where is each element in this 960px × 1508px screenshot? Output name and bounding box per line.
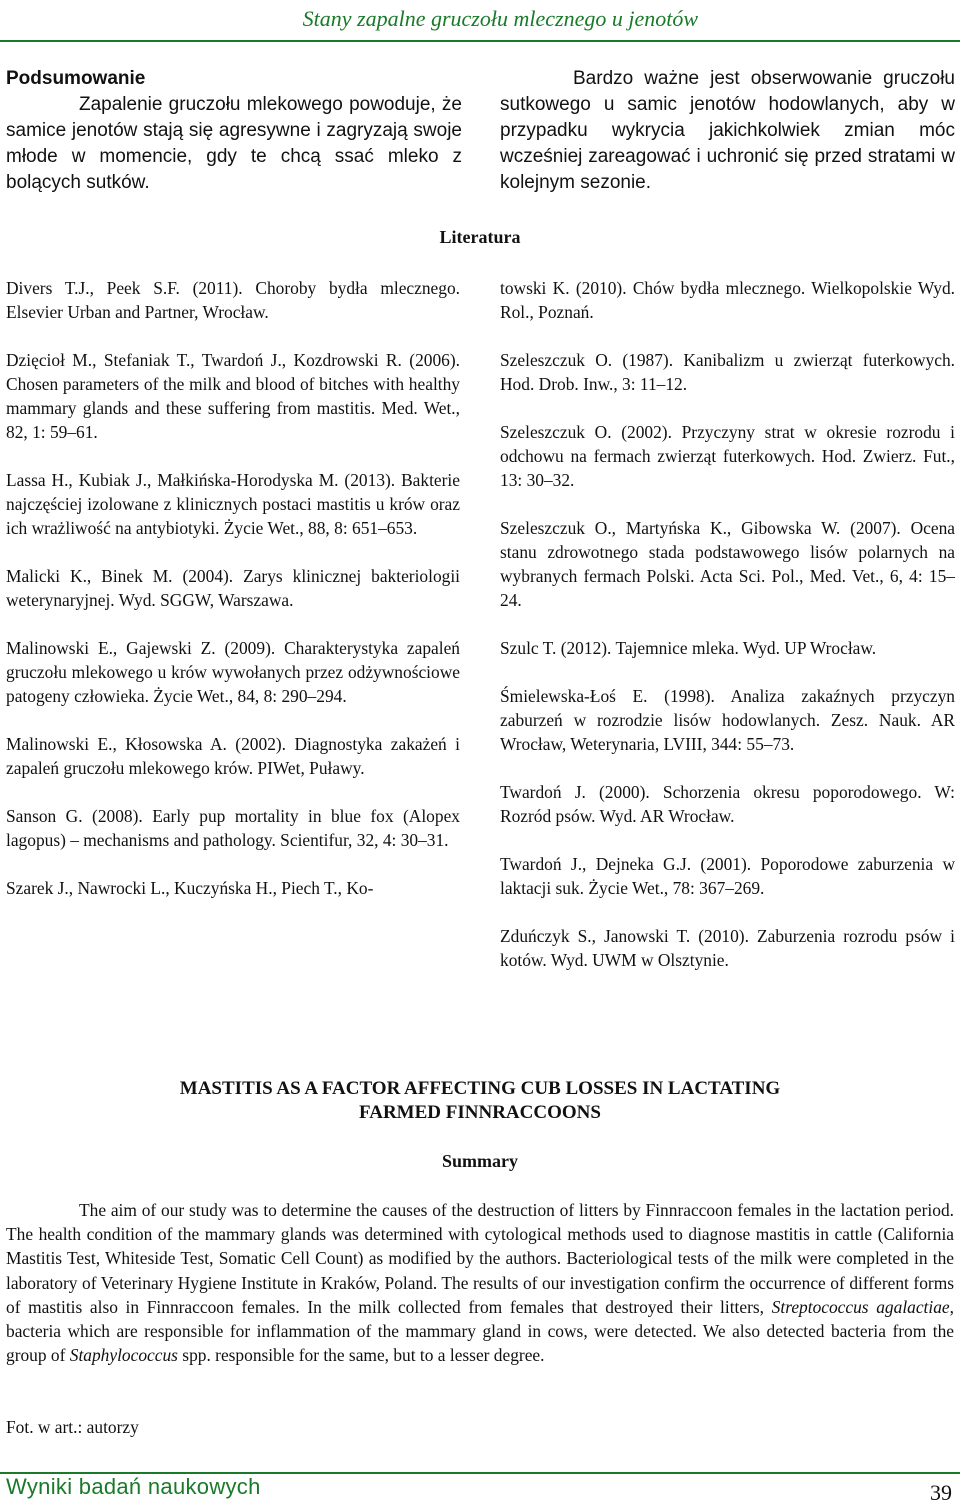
reference-item: Lassa H., Kubiak J., Małkińska-Horodyska M. (2013). Bakterie najczęściej izolowane z klinicznych postaci mastitis u krów oraz ich wrażliwość na antybiotyki. Życie Wet., 88, 8: 651–653. — [6, 470, 460, 538]
reference-item: Twardoń J. (2000). Schorzenia okresu poporodowego. W: Rozród psów. Wyd. AR Wrocław. — [500, 782, 955, 826]
reference-item: Dzięcioł M., Stefaniak T., Twardoń J., Kozdrowski R. (2006). Chosen parameters of the milk and blood of bitches with healthy mammary glands and these suffering from mastitis. Med. Wet., 82, 1: 59–61. — [6, 350, 460, 442]
reference-item: Malinowski E., Gajewski Z. (2009). Charakterystyka zapaleń gruczołu mlekowego u krów wywołanych przez odżywnościowe patogeny człowieka. Życie Wet., 84, 8: 290–294. — [6, 638, 460, 706]
reference-item: Szulc T. (2012). Tajemnice mleka. Wyd. UP Wrocław. — [500, 638, 877, 658]
summary-italic-1: Streptococcus agalactiae — [771, 1296, 950, 1317]
reference-item: Zduńczyk S., Janowski T. (2010). Zaburzenia rozrodu psów i kotów. Wyd. UWM w Olsztynie. — [500, 926, 955, 970]
summary-text-3: spp. responsible for the same, but to a lesser degree. — [177, 1345, 545, 1366]
reference-item: Szarek J., Nawrocki L., Kuczyńska H., Piech T., Ko- — [6, 878, 374, 898]
reference-item: Śmielewska-Łoś E. (1998). Analiza zakaźnych przyczyn zaburzeń w rozrodzie lisów hodowlanych. Zesz. Nauk. AR Wrocław, Weterynaria, LVIII, 344: 55–73. — [500, 686, 955, 754]
reference-item: Malicki K., Binek M. (2004). Zarys klinicznej bakteriologii weterynaryjnej. Wyd. SGGW, Warszawa. — [6, 566, 460, 610]
conclusion-right-paragraph: Bardzo ważne jest obserwowanie gruczołu sutkowego u samic jenotów hodowlanych, aby w przypadku wykrycia jakichkolwiek zmian móc wcześniej zareagować i uchronić się przed stratami w kolejnym sezonie. — [500, 68, 955, 193]
photo-credit: Fot. w art.: autorzy — [6, 1417, 139, 1437]
literature-right-column — [500, 276, 955, 972]
reference-item: Divers T.J., Peek S.F. (2011). Choroby bydła mlecznego. Elsevier Urban and Partner, Wrocław. — [6, 278, 460, 322]
summary-body — [6, 1198, 954, 1367]
page-header — [0, 0, 960, 42]
reference-item: Malinowski E., Kłosowska A. (2002). Diagnostyka zakażeń i zapaleń gruczołu mlekowego krów. PIWet, Puławy. — [6, 734, 460, 778]
reference-item: Twardoń J., Dejneka G.J. (2001). Poporodowe zaburzenia w laktacji suk. Życie Wet., 78: 367–269. — [500, 854, 955, 898]
literature-left-column — [6, 276, 460, 900]
conclusion-left-paragraph: Zapalenie gruczołu mlekowego powoduje, że samice jenotów stają się agresywne i zagryzają swoje młode w momencie, gdy te chcą ssać mleko z bolących sutków. — [6, 94, 462, 193]
summary-text-1: The aim of our study was to determine the causes of the destruction of litters by Finnraccoon females in the lactation period. The health condition of the mammary glands was determined with cytological methods used to diagnose mastitis in cattle (California Mastitis Test, Whiteside Test, Somatic Cell Count) as modified by the authors. Bacteriological tests of the milk were completed in the laboratory of Veterinary Hygiene Institute in Kraków, Poland. The results of our investigation confirm the occurrence of different forms of mastitis also in Finnraccoon females. In the milk collected from females that destroyed their litters, — [6, 1200, 954, 1317]
page-number: 39 — [930, 1480, 952, 1505]
summary-text-2: , bacteria which are responsible for inflammation of the mammary gland in cows, were detected. We also detected bacteria from the group of — [6, 1296, 954, 1366]
conclusion-left — [6, 66, 462, 196]
running-title: Stany zapalne gruczołu mlecznego u jenotów — [302, 6, 698, 31]
summary-heading: Summary — [442, 1151, 518, 1171]
reference-item: Szeleszczuk O. (2002). Przyczyny strat w okresie rozrodu i odchowu na fermach zwierząt futerkowych. Hod. Zwierz. Fut., 13: 30–32. — [500, 422, 955, 490]
journal-section-label: Wyniki badań naukowych — [6, 1474, 261, 1499]
reference-item: Szeleszczuk O. (1987). Kanibalizm u zwierząt futerkowych. Hod. Drob. Inw., 3: 11–12. — [500, 350, 955, 394]
summary-italic-2: Staphylococcus — [69, 1345, 178, 1366]
reference-item: Sanson G. (2008). Early pup mortality in blue fox (Alopex lagopus) – mechanisms and pathology. Scientifur, 32, 4: 30–31. — [6, 806, 460, 850]
english-title-line1: MASTITIS AS A FACTOR AFFECTING CUB LOSSES IN LACTATING — [179, 1078, 781, 1099]
literature-heading: Literatura — [439, 227, 521, 247]
english-title-line2: FARMED FINNRACCOONS — [359, 1102, 601, 1123]
conclusion-title: Podsumowanie — [6, 68, 146, 89]
reference-item: Szeleszczuk O., Martyńska K., Gibowska W. (2007). Ocena stanu zdrowotnego stada podstawowego lisów polarnych na wybranych fermach Polski. Acta Sci. Pol., Med. Vet., 6, 4: 15–24. — [500, 518, 955, 610]
conclusion-right — [500, 66, 955, 196]
english-title — [0, 1077, 960, 1125]
reference-item: towski K. (2010). Chów bydła mlecznego. Wielkopolskie Wyd. Rol., Poznań. — [500, 278, 955, 322]
